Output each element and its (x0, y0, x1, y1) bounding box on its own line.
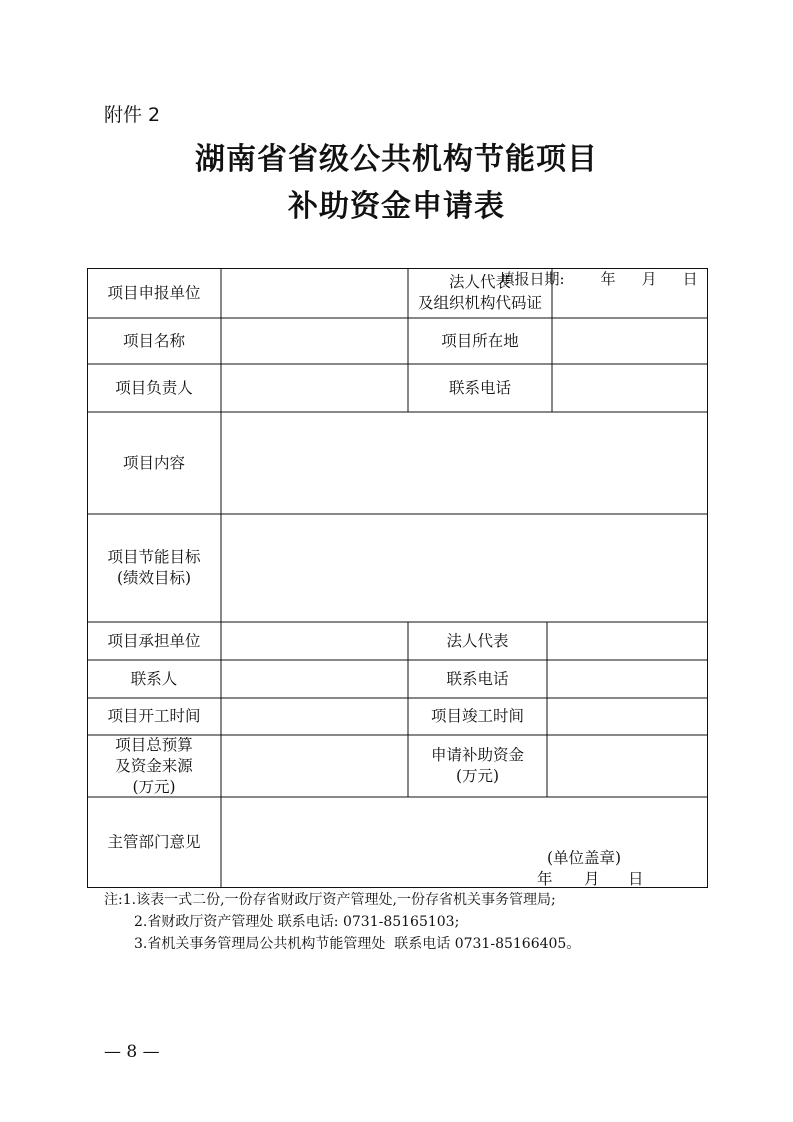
stamp-year: 年 (537, 870, 553, 888)
footnotes (104, 889, 580, 955)
note-1: 注:1.该表一式二份,一份存省财政厅资产管理处,一份存省机关事务管理局; (104, 892, 556, 908)
form-title-line2: 补助资金申请表 (288, 189, 505, 224)
label-project-location: 项目所在地 (441, 331, 519, 350)
fill-date-label: 填报日期: (499, 270, 565, 288)
stamp-label: (单位盖章) (547, 849, 622, 867)
fill-date-day: 日 (682, 270, 698, 288)
label-budget: 项目总预算 及资金来源 (万元) (115, 735, 193, 796)
field-project-leader[interactable] (221, 364, 408, 412)
field-contact[interactable] (221, 660, 408, 698)
label-phone-1: 联系电话 (448, 378, 511, 397)
field-phone-1[interactable] (552, 364, 708, 412)
fill-date-year: 年 (600, 270, 616, 288)
label-project-content: 项目内容 (122, 453, 185, 472)
label-apply-unit: 项目申报单位 (107, 283, 201, 302)
label-legal-rep-org-code: 法人代表 及组织机构代码证 (417, 273, 542, 312)
label-opinion: 主管部门意见 (107, 833, 201, 851)
label-subsidy: 申请补助资金 (万元) (430, 746, 524, 785)
note-2: 2.省财政厅资产管理处 联系电话: 0731-85165103; (134, 914, 460, 930)
field-project-content[interactable] (221, 412, 708, 514)
field-undertaking-unit[interactable] (221, 622, 408, 660)
label-project-leader: 项目负责人 (115, 378, 193, 397)
label-contact: 联系人 (130, 669, 178, 688)
field-project-name[interactable] (221, 318, 408, 364)
label-project-name: 项目名称 (122, 331, 185, 350)
field-start-time[interactable] (221, 698, 408, 735)
label-undertaking-unit: 项目承担单位 (107, 631, 201, 650)
stamp-month: 月 (584, 870, 600, 888)
field-phone-2[interactable] (547, 660, 708, 698)
field-energy-target[interactable] (221, 514, 708, 622)
field-apply-unit[interactable] (221, 268, 408, 318)
field-project-location[interactable] (552, 318, 708, 364)
stamp-day: 日 (628, 870, 644, 888)
label-legal-rep: 法人代表 (446, 631, 509, 650)
field-completion-time[interactable] (547, 698, 708, 735)
field-budget[interactable] (221, 735, 408, 797)
label-energy-target: 项目节能目标 (绩效目标) (107, 548, 201, 587)
field-legal-rep[interactable] (547, 622, 708, 660)
attachment-label: 附件 2 (104, 104, 161, 126)
field-legal-rep-org-code[interactable] (552, 268, 708, 318)
label-phone-2: 联系电话 (446, 669, 509, 688)
form-title-line1: 湖南省省级公共机构节能项目 (195, 142, 598, 177)
fill-date-month: 月 (641, 270, 657, 288)
label-completion-time: 项目竣工时间 (430, 707, 524, 725)
field-subsidy[interactable] (547, 735, 708, 797)
page-number: — 8 — (104, 1042, 160, 1062)
note-3: 3.省机关事务管理局公共机构节能管理处 联系电话 0731-85166405。 (134, 936, 581, 952)
label-start-time: 项目开工时间 (107, 707, 201, 725)
application-form-table (87, 268, 708, 888)
